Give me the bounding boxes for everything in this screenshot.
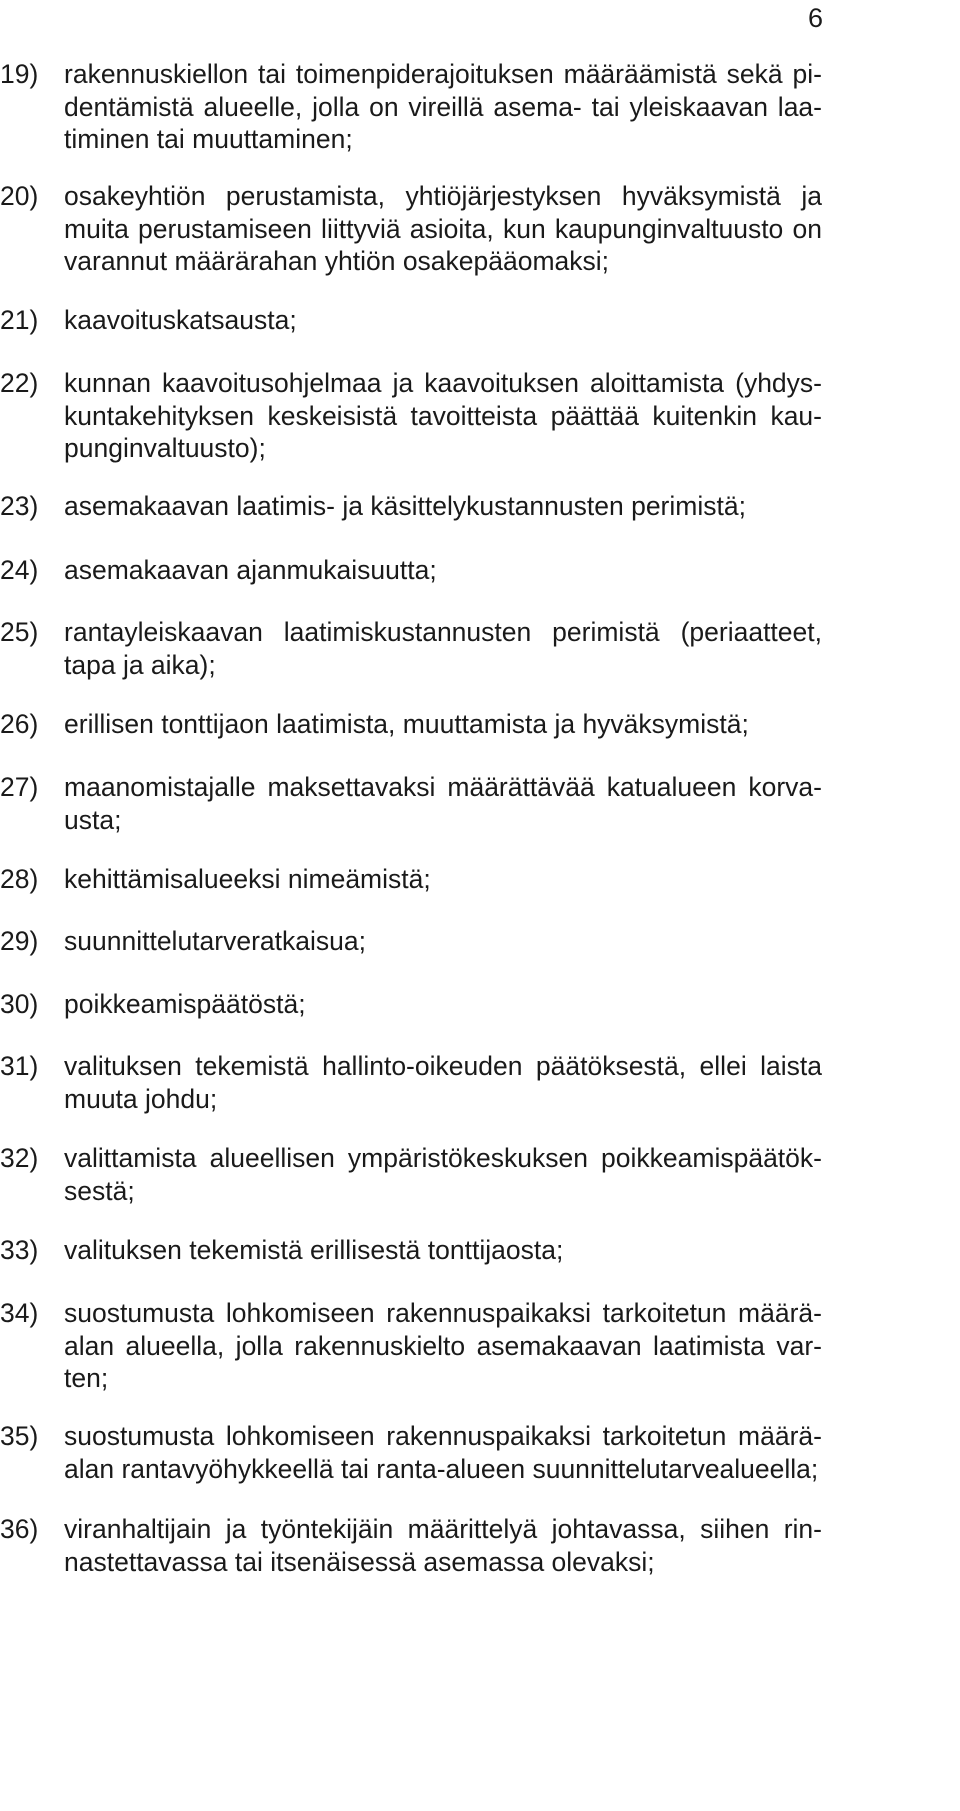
item-number: 19) xyxy=(0,59,39,89)
item-line: osakeyhtiön perustamista, yhtiöjärjestyksen hyväksymistä ja xyxy=(64,181,822,211)
item-text xyxy=(64,708,822,741)
item-line: nastettavassa tai itsenäisessä asemassa olevaksi; xyxy=(64,1546,655,1577)
item-text xyxy=(64,1234,822,1267)
item-text xyxy=(64,1297,822,1395)
item-text xyxy=(64,1513,822,1578)
item-line: kaavoituskatsausta; xyxy=(64,305,297,335)
item-line: varannut määrärahan yhtiön osakepääomaksi; xyxy=(64,246,610,277)
item-line: tapa ja aika); xyxy=(64,649,216,680)
item-text xyxy=(64,1142,822,1207)
item-text xyxy=(64,58,822,156)
item-line: kehittämisalueeksi nimeämistä; xyxy=(64,864,431,894)
item-line: asemakaavan ajanmukaisuutta; xyxy=(64,555,437,585)
item-line: usta; xyxy=(64,804,122,835)
item-line: suostumusta lohkomiseen rakennuspaikaksi tarkoitetun määrä- xyxy=(64,1421,822,1451)
item-line: poikkeamispäätöstä; xyxy=(64,989,306,1019)
item-number: 24) xyxy=(0,555,39,585)
item-line: suostumusta lohkomiseen rakennuspaikaksi tarkoitetun määrä- xyxy=(64,1298,822,1328)
item-text xyxy=(64,490,822,523)
item-number: 26) xyxy=(0,709,39,739)
item-line: dentämistä alueelle, jolla on vireillä asema- tai yleiskaavan laa- xyxy=(64,91,822,122)
item-text xyxy=(64,771,822,836)
item-line: valituksen tekemistä hallinto-oikeuden päätöksestä, ellei laista xyxy=(64,1051,822,1081)
item-number: 27) xyxy=(0,772,39,802)
item-text xyxy=(64,304,822,337)
item-line: erillisen tonttijaon laatimista, muuttamista ja hyväksymistä; xyxy=(64,709,749,739)
item-text xyxy=(64,1050,822,1115)
item-line: valittamista alueellisen ympäristökeskuksen poikkeamispäätök- xyxy=(64,1143,822,1173)
item-line: alan rantavyöhykkeellä tai ranta-alueen suunnittelutarvealueella; xyxy=(64,1453,819,1484)
item-number: 36) xyxy=(0,1514,39,1544)
item-line: muita perustamiseen liittyviä asioita, kun kaupunginvaltuusto on xyxy=(64,213,822,244)
item-text xyxy=(64,554,822,587)
item-line: asemakaavan laatimis- ja käsittelykustannusten perimistä; xyxy=(64,491,746,521)
item-line: muuta johdu; xyxy=(64,1083,218,1114)
item-number: 21) xyxy=(0,305,39,335)
item-line: rantayleiskaavan laatimiskustannusten perimistä (periaatteet, xyxy=(64,617,822,647)
item-number: 33) xyxy=(0,1235,39,1265)
item-number: 34) xyxy=(0,1298,39,1328)
item-line: maanomistajalle maksettavaksi määrättävää katualueen korva- xyxy=(64,772,822,802)
item-text xyxy=(64,367,822,465)
item-line: ten; xyxy=(64,1363,109,1394)
item-line: kuntakehityksen keskeisistä tavoitteista päättää kuitenkin kau- xyxy=(64,400,822,431)
item-text xyxy=(64,616,822,681)
item-number: 22) xyxy=(0,368,39,398)
item-number: 20) xyxy=(0,181,39,211)
item-line: punginvaltuusto); xyxy=(64,433,266,464)
item-number: 23) xyxy=(0,491,39,521)
item-text xyxy=(64,925,822,958)
item-line: viranhaltijain ja työntekijäin määrittelyä johtavassa, siihen rin- xyxy=(64,1514,822,1544)
item-line: rakennuskiellon tai toimenpiderajoituksen määräämistä sekä pi- xyxy=(64,59,822,89)
item-number: 29) xyxy=(0,926,39,956)
item-number: 28) xyxy=(0,864,39,894)
item-number: 25) xyxy=(0,617,39,647)
item-number: 30) xyxy=(0,989,39,1019)
item-text xyxy=(64,180,822,278)
item-number: 32) xyxy=(0,1143,39,1173)
item-text xyxy=(64,1420,822,1485)
item-line: suunnittelutarveratkaisua; xyxy=(64,926,366,956)
item-text xyxy=(64,988,822,1021)
item-number: 31) xyxy=(0,1051,39,1081)
page-number: 6 xyxy=(807,3,823,33)
item-line: timinen tai muuttaminen; xyxy=(64,124,353,155)
item-number: 35) xyxy=(0,1421,39,1451)
item-line: alan alueella, jolla rakennuskielto asemakaavan laatimista var- xyxy=(64,1330,822,1361)
item-line: sestä; xyxy=(64,1175,135,1206)
item-line: valituksen tekemistä erillisestä tonttijaosta; xyxy=(64,1235,564,1265)
item-line: kunnan kaavoitusohjelmaa ja kaavoituksen aloittamista (yhdys- xyxy=(64,368,822,398)
item-text xyxy=(64,863,822,896)
